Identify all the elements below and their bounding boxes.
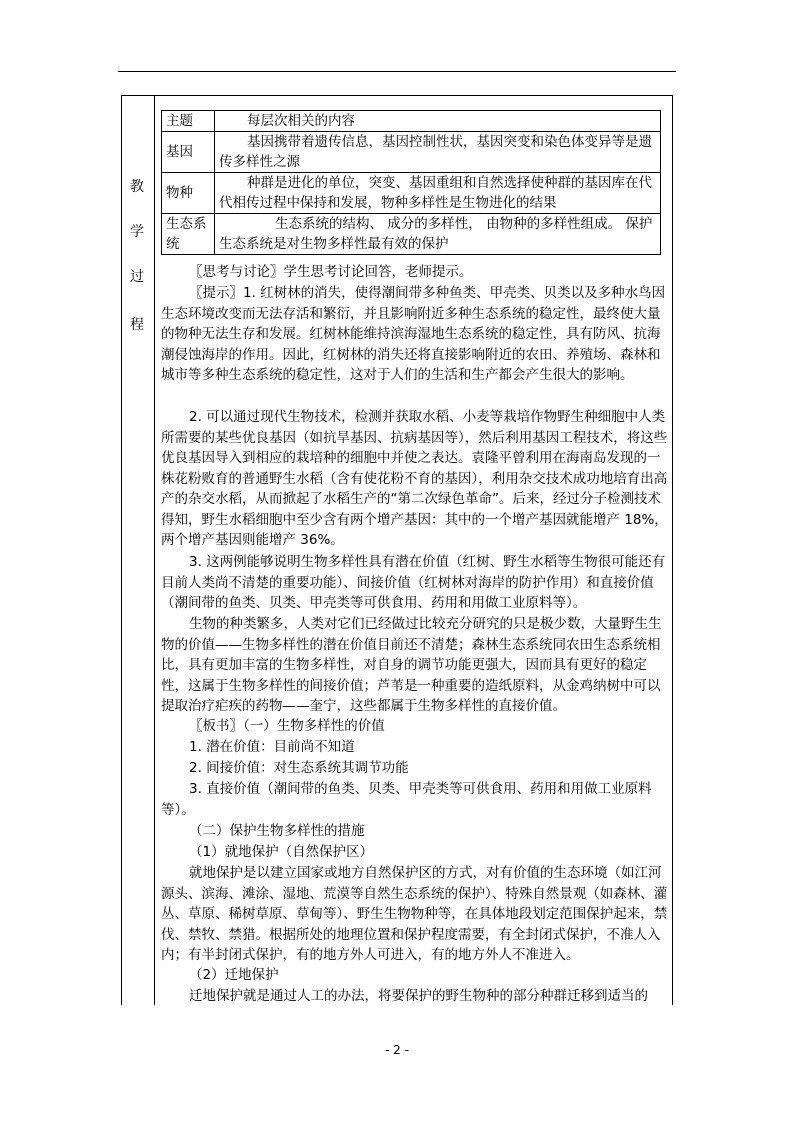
side-label: 学	[130, 224, 144, 240]
table-row	[162, 173, 661, 214]
side-label: 程	[130, 317, 144, 333]
paragraph: （1）就地保护（自然保护区）	[189, 844, 374, 860]
table-row	[162, 214, 661, 255]
content-cell: 生态系统的结构、 成分的多样性， 由物种的多样性组成。 保护生态系统是对生物多样性最有效的保护	[215, 214, 661, 255]
process-content	[156, 96, 672, 1005]
paragraph: 2. 间接价值：对生态系统其调节功能	[189, 760, 409, 776]
topic-cell: 物种	[162, 173, 215, 214]
content-cell: 基因携带着遗传信息，基因控制性状，基因突变和染色体变异等是遗传多样性之源	[215, 132, 661, 173]
paragraph: 〖提示〗1. 红树林的消失，使得潮间带多种鱼类、甲壳类、贝类以及多种水鸟因生态环境改变而无法存活和繁衍，并且影响附近多种生态系统的稳定性，最终使大量的物种无法生存和发展。红树林能维持滨海湿地生态系统的稳定性，具有防风、抗海潮侵蚀海岸的作用。因此，红树林的消失还将直接影响附近的农田、养殖场、森林和城市等多种生态系统的稳定性，这对于人们的生活和生产都会产生很大的影响。	[161, 285, 666, 383]
header-topic: 主题	[162, 111, 215, 132]
side-label: 过	[130, 269, 144, 285]
side-label: 教	[130, 179, 144, 195]
topics-table	[161, 110, 661, 255]
header-content: 每层次相关的内容	[215, 111, 661, 132]
content-cell: 种群是进化的单位，突变、基因重组和自然选择使种群的基因库在代代相传过程中保持和发展，物种多样性是生物进化的结果	[215, 173, 661, 214]
paragraph: 〖思考与讨论〗学生思考讨论回答，老师提示。	[189, 264, 473, 280]
topic-cell: 生态系统	[162, 214, 215, 255]
table-row	[162, 111, 661, 132]
table-row	[162, 132, 661, 173]
paragraph: 1. 潜在价值：目前尚不知道	[189, 739, 355, 755]
paragraph: 3. 这两例能够说明生物多样性具有潜在价值（红树、野生水稻等生物很可能还有目前人类尚不清楚的重要功能）、间接价值（红树林对海岸的防护作用）和直接价值（潮间带的鱼类、贝类、甲壳类等可供食用、药用和用做工业原料等）。	[161, 554, 666, 611]
paragraph: （2）迁地保护	[189, 967, 279, 983]
paragraph: 生物的种类繁多，人类对它们已经做过比较充分研究的只是极少数，大量野生生物的价值——生物多样性的潜在价值目前还不清楚；森林生态系统同农田生态系统相比，具有更加丰富的生物多样性，对自身的调节功能更强大，因而具有更好的稳定性，这属于生物多样性的间接价值；芦苇是一种重要的造纸原料，从金鸡纳树中可以提取治疗疟疾的药物——奎宁，这些都属于生物多样性的直接价值。	[161, 616, 662, 714]
paragraph: （二）保护生物多样性的措施	[189, 823, 365, 839]
paragraph: 〖板书〗（一）生物多样性的价值	[189, 718, 385, 734]
paragraph: 就地保护是以建立国家或地方自然保护区的方式，对有价值的生态环境（如江河源头、滨海、滩涂、湿地、荒漠等自然生态系统的保护）、特殊自然景观（如森林、灌丛、草原、稀树草原、草甸等）、野生生物物种等，在具体地段划定范围保护起来，禁伐、禁牧、禁猎。根据所处的地理位置和保护程度需要，有全封闭式保护，不准人入内；有半封闭式保护，有的地方外人可进入，有的地方外人不准进入。	[161, 865, 668, 963]
paragraph: 3. 直接价值（潮间带的鱼类、贝类、甲壳类等可供食用、药用和用做工业原料等）。	[161, 781, 652, 818]
paragraph: 迁地保护就是通过人工的办法，将要保护的野生物种的部分种群迁移到适当的	[189, 988, 648, 1004]
page-number: - 2 -	[385, 1043, 409, 1057]
side-label-column	[122, 96, 155, 1005]
header-rule	[118, 71, 676, 72]
paragraph: 2. 可以通过现代生物技术，检测并获取水稻、小麦等栽培作物野生种细胞中人类所需要的某些优良基因（如抗旱基因、抗病基因等），然后利用基因工程技术，将这些优良基因导入到相应的栽培种的细胞中并使之表达。袁隆平曾利用在海南岛发现的一株花粉败育的普通野生水稻（含有使花粉不育的基因），利用杂交技术成功地培育出高产的杂交水稻，从而掀起了水稻生产的“第二次绿色革命”。后来，经过分子检测技术得知，野生水稻细胞中至少含有两个增产基因：其中的一个增产基因就能增产 18%，两个增产基因则能增产 36%。	[161, 409, 668, 548]
lesson-table	[121, 95, 673, 1005]
topic-cell: 基因	[162, 132, 215, 173]
